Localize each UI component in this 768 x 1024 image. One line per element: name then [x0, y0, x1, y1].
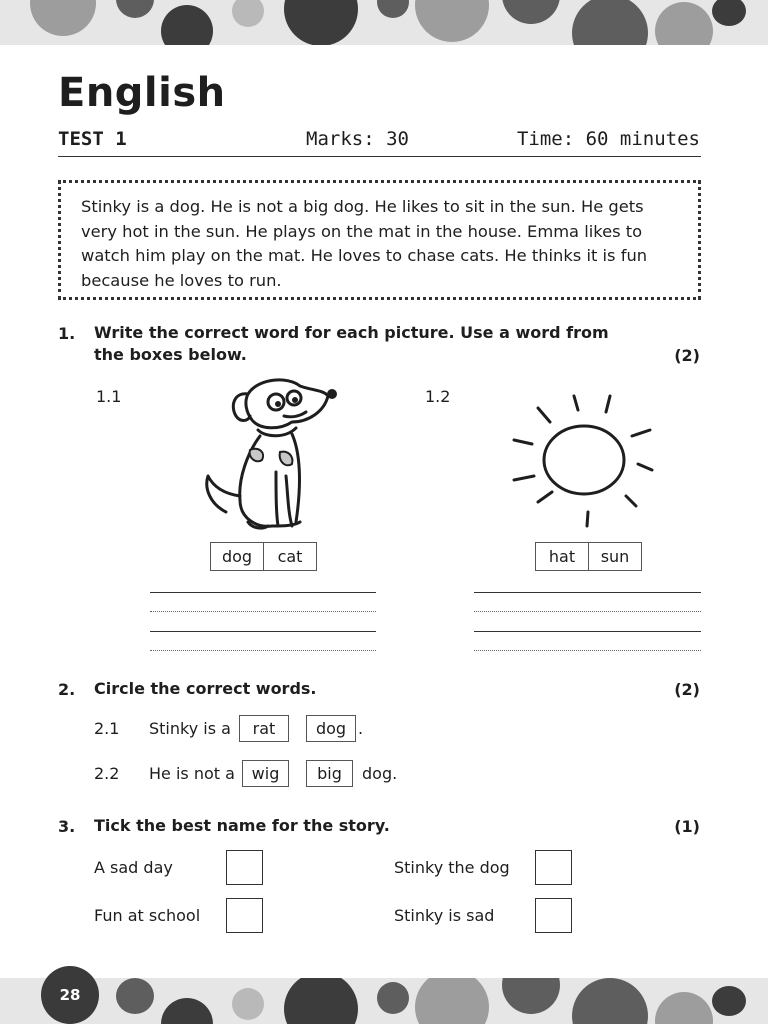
reading-passage: Stinky is a dog. He is not a big dog. He likes to sit in the sun. He gets very hot in the sun. He plays on the mat in the house. Emma likes to watch him play on the mat. He loves to chase cats. He thinks it is fun because he loves to run. — [58, 180, 701, 300]
item-2-2-sentence-end: dog. — [362, 764, 398, 783]
option-dog[interactable]: dog — [306, 715, 356, 742]
question-1-marks: (2) — [674, 346, 700, 365]
answer-line[interactable] — [150, 631, 376, 632]
item-2-1-sentence-end: . — [358, 719, 364, 738]
page-number: 28 — [41, 966, 99, 1024]
answer-line[interactable] — [150, 592, 376, 593]
item-2-2-sentence-start: He is not a — [149, 764, 235, 783]
choice-box-1-1 — [210, 542, 317, 571]
question-3-text: Tick the best name for the story. — [94, 816, 390, 835]
question-3-marks: (1) — [674, 817, 700, 836]
answer-guide-line — [474, 650, 701, 651]
tick-box-stinky-the-dog[interactable] — [535, 850, 572, 885]
question-1-number: 1. — [58, 324, 76, 343]
option-wig[interactable]: wig — [242, 760, 289, 787]
marks-label: Marks: 30 — [306, 128, 409, 150]
tick-box-a-sad-day[interactable] — [226, 850, 263, 885]
title-option-label: A sad day — [94, 858, 173, 877]
answer-guide-line — [474, 611, 701, 612]
answer-guide-line — [150, 611, 376, 612]
choice-word: dog — [221, 547, 253, 566]
dog-picture — [196, 372, 341, 532]
choice-word: sun — [588, 543, 641, 570]
tick-box-stinky-is-sad[interactable] — [535, 898, 572, 933]
bottom-decorative-band — [0, 978, 768, 1024]
option-big[interactable]: big — [306, 760, 353, 787]
choice-word: hat — [548, 547, 576, 566]
tick-box-fun-at-school[interactable] — [226, 898, 263, 933]
item-2-1-label: 2.1 — [94, 719, 120, 738]
title-option-label: Stinky is sad — [394, 906, 495, 925]
title-option-label: Fun at school — [94, 906, 201, 925]
answer-guide-line — [150, 650, 376, 651]
item-1-1-label: 1.1 — [96, 387, 122, 406]
question-1-text: Write the correct word for each picture. Use a word from the boxes below. — [94, 323, 609, 364]
sun-picture — [508, 392, 658, 532]
header-divider — [58, 156, 701, 157]
choice-box-1-2 — [535, 542, 642, 571]
test-label: TEST 1 — [58, 128, 127, 150]
top-decorative-band — [0, 0, 768, 45]
time-label: Time: 60 minutes — [516, 128, 700, 150]
choice-word: cat — [263, 543, 316, 570]
question-2-number: 2. — [58, 680, 76, 699]
answer-line[interactable] — [474, 592, 701, 593]
question-2-text: Circle the correct words. — [94, 679, 317, 698]
item-2-2-label: 2.2 — [94, 764, 120, 783]
answer-line[interactable] — [474, 631, 701, 632]
option-rat[interactable]: rat — [239, 715, 289, 742]
question-2-marks: (2) — [674, 680, 700, 699]
question-3-number: 3. — [58, 817, 76, 836]
page-title: English — [58, 70, 226, 116]
title-option-label: Stinky the dog — [394, 858, 510, 877]
item-2-1-sentence-start: Stinky is a — [149, 719, 231, 738]
item-1-2-label: 1.2 — [425, 387, 451, 406]
